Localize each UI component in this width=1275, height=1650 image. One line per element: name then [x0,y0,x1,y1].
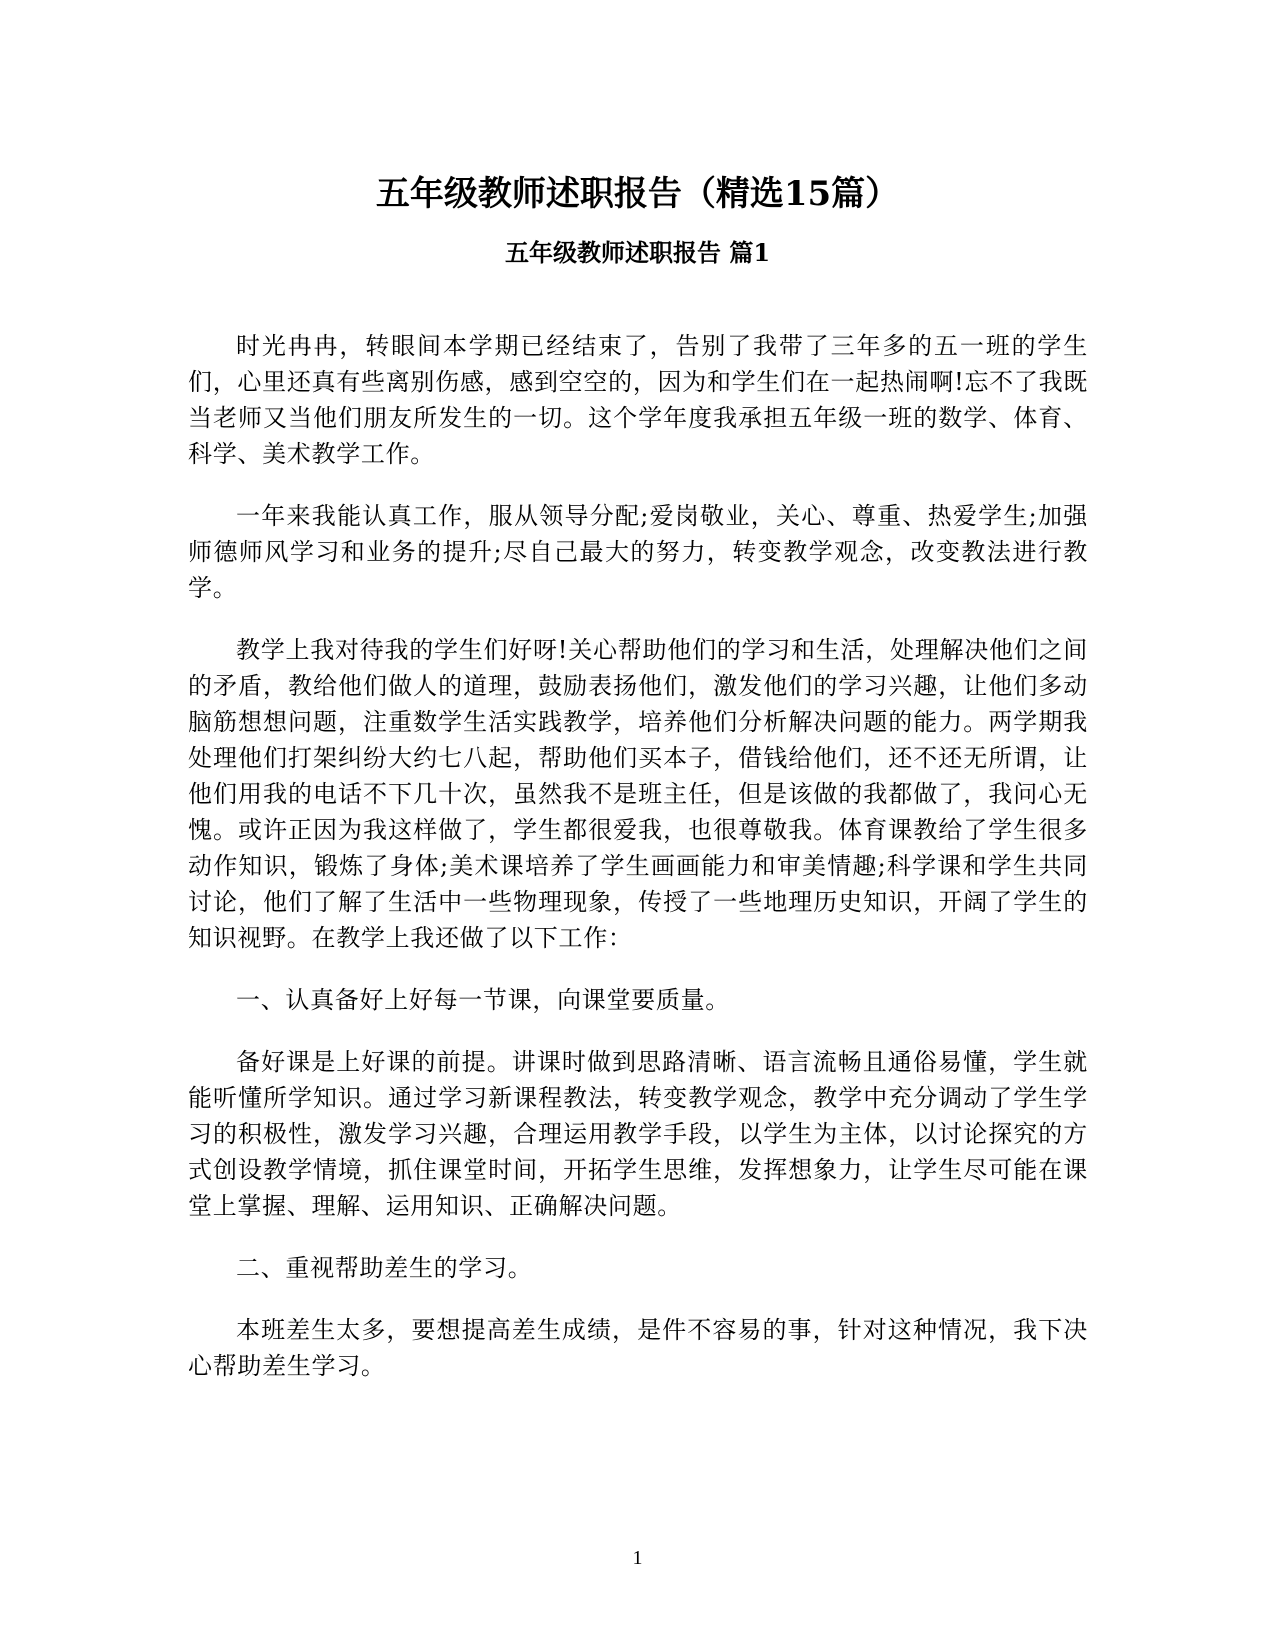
section-heading: 五年级教师述职报告 篇1 [504,238,771,267]
paragraph-teaching: 教学上我对待我的学生们好呀!关心帮助他们的学习和生活，处理解决他们之间的矛盾，教给他们做人的道理，鼓励表扬他们，激发他们的学习兴趣，让他们多动脑筋想想问题，注重数学生活实践教学，培养他们分析解决问题的能力。两学期我处理他们打架纠纷大约七八起，帮助他们买本子，借钱给他们，还不还无所谓，让他们用我的电话不下几十次，虽然我不是班主任，但是该做的我都做了，我问心无愧。或许正因为我这样做了，学生都很爱我，也很尊敬我。体育课教给了学生很多动作知识，锻炼了身体;美术课培养了学生画画能力和审美情趣;科学课和学生共同讨论，他们了解了生活中一些物理现象，传授了一些地理历史知识，开阔了学生的知识视野。在教学上我还做了以下工作： [188,636,1088,952]
paragraph-lesson-prep: 备好课是上好课的前提。讲课时做到思路清晰、语言流畅且通俗易懂，学生就能听懂所学知识。通过学习新课程教法，转变教学观念，教学中充分调动了学生学习的积极性，激发学习兴趣，合理运用教学手段，以学生为主体，以讨论探究的方式创设教学情境，抓住课堂时间，开拓学生思维，发挥想象力，让学生尽可能在课堂上掌握、理解、运用知识、正确解决问题。 [188,1048,1088,1220]
page-title: 五年级教师述职报告（精选15篇） [375,174,900,214]
page-number: 1 [632,1547,643,1569]
list-heading-one: 一、认真备好上好每一节课，向课堂要质量。 [236,986,730,1014]
list-heading-two: 二、重视帮助差生的学习。 [236,1254,533,1282]
paragraph-intro: 时光冉冉，转眼间本学期已经结束了，告别了我带了三年多的五一班的学生们，心里还真有些离别伤感，感到空空的，因为和学生们在一起热闹啊!忘不了我既当老师又当他们朋友所发生的一切。这个学年度我承担五年级一班的数学、体育、科学、美术教学工作。 [188,332,1088,468]
document-body [188,328,1088,1410]
paragraph-struggling-students: 本班差生太多，要想提高差生成绩，是件不容易的事，针对这种情况，我下决心帮助差生学习。 [188,1316,1088,1380]
paragraph-work-attitude: 一年来我能认真工作，服从领导分配;爱岗敬业，关心、尊重、热爱学生;加强师德师风学习和业务的提升;尽自己最大的努力，转变教学观念，改变教法进行教学。 [188,502,1088,602]
